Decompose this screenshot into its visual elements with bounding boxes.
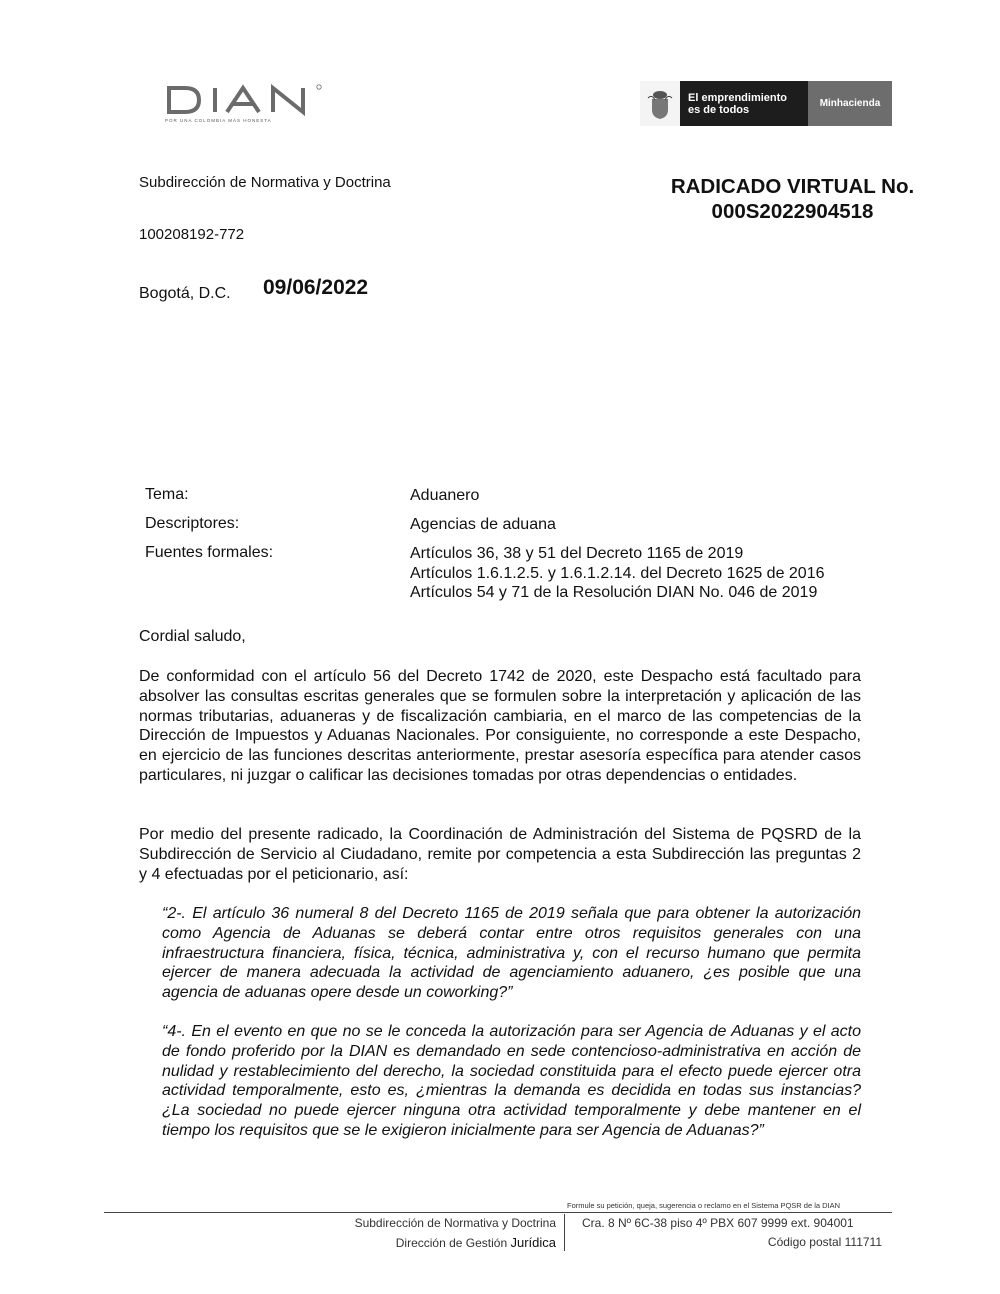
paragraph-2: Por medio del presente radicado, la Coordinación de Administración del Sistema de PQSRD de la Subdirección de Servicio al Ciudadano, remite por competencia a esta Subdirección las preguntas 2 y 4 efectuadas por el peticionario, así: xyxy=(139,826,861,883)
footer-address: Cra. 8 Nº 6C-38 piso 4º PBX 607 9999 ext. 904001 xyxy=(582,1216,854,1230)
footer-postal-code: Código postal 111711 xyxy=(767,1235,882,1249)
quote-question-2: “2-. El artículo 36 numeral 8 del Decreto 1165 de 2019 señala que para obtener la autorización como Agencia de Aduanas se deberá contar entre otros requisitos generales con una infraestructura financiera, física, técnica, administrativa y, con el recurso humano que permita ejercer de manera adecuada la actividad de agenciamiento aduanero, ¿es posible que una agencia de aduanas opere desde un coworking?” xyxy=(162,905,861,1002)
greeting: Cordial saludo, xyxy=(139,628,246,645)
fuentes-list xyxy=(410,544,825,603)
tema-value: Aduanero xyxy=(410,487,480,504)
pqsr-note: Formule su petición, queja, sugerencia o reclamo en el Sistema PQSR de la DIAN xyxy=(567,1201,841,1210)
fuentes-label: Fuentes formales: xyxy=(145,544,274,561)
radicado-code: 000S2022904518 xyxy=(711,200,874,223)
descriptores-value: Agencias de aduana xyxy=(410,516,556,533)
city: Bogotá, D.C. xyxy=(139,285,231,302)
dian-tagline: POR UNA COLOMBIA MÁS HONESTA xyxy=(165,118,272,123)
footer-office: Subdirección de Normativa y Doctrina xyxy=(354,1216,556,1230)
footer-divider xyxy=(104,1212,892,1213)
gov-slogan: El emprendimiento es de todos xyxy=(680,81,808,126)
paragraph-1: De conformidad con el artículo 56 del Decreto 1742 de 2020, este Despacho está facultado para absolver las consultas escritas generales que se formulen sobre la interpretación y aplicación de las normas tributarias, aduaneras y de fiscalización cambiaria, en el marco de las competencias de la Dirección de Impuestos y Aduanas Nacionales. Por consiguiente, no corresponde a este Despacho, en ejercicio de las funciones descritas anteriormente, prestar asesoría específica para atender casos particulares, ni juzgar o calificar las decisiones tomadas por otras dependencias o entidades. xyxy=(139,668,861,784)
radicado-number xyxy=(640,174,945,224)
date: 09/06/2022 xyxy=(263,276,369,299)
tema-label: Tema: xyxy=(145,486,189,503)
fuente-item: Artículos 54 y 71 de la Resolución DIAN No. 046 de 2019 xyxy=(410,584,818,601)
fuente-item: Artículos 1.6.1.2.5. y 1.6.1.2.14. del Decreto 1625 de 2016 xyxy=(410,564,825,582)
quote-question-4: “4-. En el evento en que no se le conceda la autorización para ser Agencia de Aduanas y el acto de fondo proferido por la DIAN es demandado en sede contencioso-administrativa en acción de nulidad y restablecimiento del derecho, la sociedad constituida para el efecto puede ejercer otra actividad temporalmente, esto es, ¿mientras la demanda es decidida en todas sus instancias? ¿La sociedad no puede ejercer ninguna otra actividad temporalmente y debe mantener en el tiempo los requisitos que se le exigieron inicialmente para ser Agencia de Aduanas?” xyxy=(162,1023,861,1139)
footer-vertical-divider xyxy=(564,1214,565,1251)
footer-direction: Dirección de Gestión Jurídica xyxy=(395,1235,556,1250)
radicado-title: RADICADO VIRTUAL No. xyxy=(670,175,915,198)
ministry-label: Minhacienda xyxy=(808,81,892,126)
fuente-item: Artículos 36, 38 y 51 del Decreto 1165 de 2019 xyxy=(410,545,744,562)
reference-number: 100208192-772 xyxy=(139,226,245,243)
coat-of-arms-icon xyxy=(640,81,680,126)
office-name: Subdirección de Normativa y Doctrina xyxy=(139,174,391,191)
government-logo xyxy=(640,81,892,126)
dian-wordmark-icon xyxy=(165,82,325,116)
descriptores-label: Descriptores: xyxy=(145,515,240,532)
